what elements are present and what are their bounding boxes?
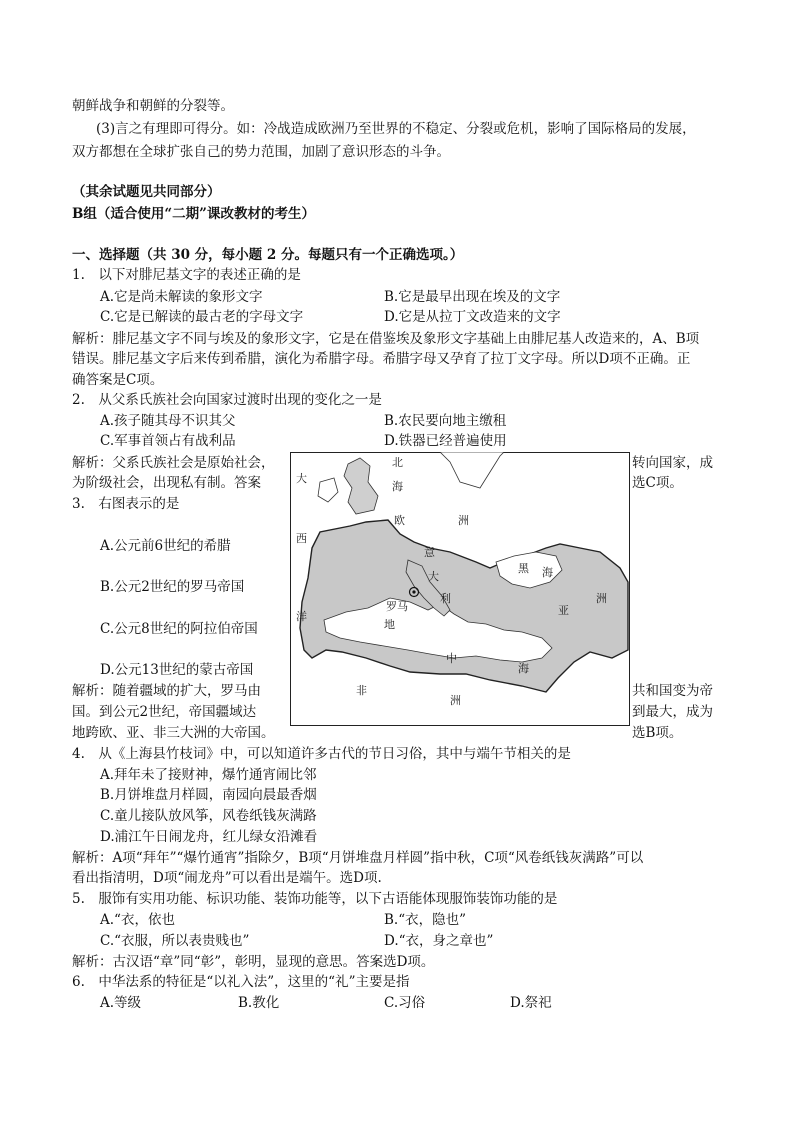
map-label-da: 大 — [296, 472, 307, 485]
q1-explanation-3: 确答案是C项。 — [72, 372, 164, 388]
intro-line-3: 双方都想在全球扩张自己的势力范围，加剧了意识形态的斗争。 — [72, 144, 450, 160]
q5-option-b: B.“衣，隐也” — [384, 912, 467, 928]
q3-option-b: B.公元2世纪的罗马帝国 — [100, 579, 245, 595]
q1-option-b: B.它是最早出现在埃及的文字 — [384, 289, 561, 305]
q3-explanation-3-left: 地跨欧、亚、非三大洲的大帝国。 — [72, 725, 275, 741]
q3-option-d: D.公元13世纪的蒙古帝国 — [100, 662, 254, 678]
q4-option-c: C.童儿接队放风筝，风卷纸钱灰满路 — [100, 808, 317, 824]
q6-option-a: A.等级 — [100, 995, 142, 1011]
q2-option-c: C.军事首领占有战利品 — [100, 433, 236, 449]
q3-explanation-1-left: 解析：随着疆域的扩大，罗马由 — [72, 683, 261, 699]
q4-stem: 4. 从《上海县竹枝词》中，可以知道许多古代的节日习俗，其中与端午节相关的是 — [72, 746, 571, 762]
map-label-ou: 欧 — [394, 514, 405, 527]
map-label-zhou-africa: 洲 — [450, 694, 461, 707]
q2-stem: 2. 从父系氏族社会向国家过渡时出现的变化之一是 — [72, 392, 382, 408]
map-label-di: 地 — [384, 618, 395, 631]
q5-stem: 5. 服饰有实用功能、标识功能、装饰功能等，以下古语能体现服饰装饰功能的是 — [72, 891, 558, 907]
q1-stem: 1. 以下对腓尼基文字的表述正确的是 — [72, 267, 301, 283]
q2-option-b: B.农民要向地主缴租 — [384, 413, 507, 429]
q5-explanation: 解析：古汉语“章”同“彰”，彰明，显现的意思。答案选D项。 — [72, 954, 435, 970]
q4-explanation-2: 看出指清明，D项“闹龙舟”可以看出是端午。选D项. — [72, 870, 382, 886]
q2-option-a: A.孩子随其母不识其父 — [100, 413, 236, 429]
map-label-zhong: 中 — [446, 652, 457, 665]
q3-option-c: C.公元8世纪的阿拉伯帝国 — [100, 621, 258, 637]
map-label-hei: 黑 — [518, 562, 529, 575]
q1-explanation-2: 错误。腓尼基文字后来传到希腊，演化为希腊字母。希腊字母又孕育了拉丁文字母。所以D项不正确。正 — [72, 351, 691, 367]
q3-explanation-2-left: 国。到公元2世纪，帝国疆域达 — [72, 704, 257, 720]
map-label-rome: 罗马 — [386, 600, 408, 613]
q4-option-a: A.拜年未了接财神，爆竹通宵闹比邻 — [100, 767, 317, 783]
q1-option-d: D.它是从拉丁文改造来的文字 — [384, 309, 561, 325]
q6-stem: 6. 中华法系的特征是“以礼入法”，这里的“礼”主要是指 — [72, 974, 410, 990]
q2-explanation-1-left: 解析：父系氏族社会是原始社会， — [72, 455, 275, 471]
q5-option-a: A.“衣，依也 — [100, 912, 175, 928]
roman-empire-map — [290, 452, 630, 726]
q5-option-d: D.“衣，身之章也” — [384, 933, 494, 949]
map-label-bei: 北 — [392, 456, 403, 469]
map-label-hai-med: 海 — [518, 662, 529, 675]
q3-explanation-3-right: 选B项。 — [632, 725, 683, 741]
q3-explanation-2-right: 到最大，成为 — [632, 704, 713, 720]
q3-option-a: A.公元前6世纪的希腊 — [100, 538, 231, 554]
q6-option-b: B.教化 — [238, 995, 280, 1011]
q2-option-d: D.铁器已经普遍使用 — [384, 433, 507, 449]
map-label-hai: 海 — [392, 480, 403, 493]
intro-line-2: (3)言之有理即可得分。如：冷战造成欧洲乃至世界的不稳定、分裂或危机，影响了国际格局的发展， — [96, 121, 696, 137]
q6-option-c: C.习俗 — [384, 995, 426, 1011]
map-label-da-italy: 大 — [428, 570, 439, 583]
q5-option-c: C.“衣服，所以表贵贱也” — [100, 933, 250, 949]
q2-explanation-2-right: 选C项。 — [632, 475, 683, 491]
intro-line-1: 朝鲜战争和朝鲜的分裂等。 — [72, 98, 234, 114]
q1-option-a: A.它是尚未解读的象形文字 — [100, 289, 263, 305]
map-label-yi: 意 — [424, 546, 435, 559]
map-label-hai-black: 海 — [542, 566, 553, 579]
map-label-ya: 亚 — [558, 604, 569, 617]
q2-explanation-1-right: 转向国家，成 — [632, 455, 713, 471]
q4-option-b: B.月饼堆盘月样圆，南园向晨最香烟 — [100, 787, 317, 803]
q4-option-d: D.浦江午日闹龙舟，红儿绿女沿滩看 — [100, 829, 318, 845]
section-heading: 一、选择题（共 30 分，每小题 2 分。每题只有一个正确选项。） — [72, 247, 464, 263]
q2-explanation-2-left: 为阶级社会，出现私有制。答案 — [72, 475, 261, 491]
rome-marker-dot — [412, 590, 415, 593]
map-svg — [290, 452, 630, 726]
map-label-xi: 西 — [296, 532, 307, 545]
q1-option-c: C.它是已解读的最古老的字母文字 — [100, 309, 304, 325]
note-heading: （其余试题见共同部分） — [72, 184, 221, 200]
q3-stem: 3. 右图表示的是 — [72, 496, 180, 512]
map-label-li: 利 — [440, 592, 451, 605]
map-label-fei: 非 — [356, 684, 367, 697]
map-label-zhou-europe: 洲 — [458, 514, 469, 527]
q1-explanation-1: 解析：腓尼基文字不同与埃及的象形文字，它是在借鉴埃及象形文字基础上由腓尼基人改造来的，A、B项 — [72, 331, 700, 347]
group-b-heading: B组（适合使用“二期”课改教材的考生） — [72, 206, 315, 222]
map-label-zhou-asia: 洲 — [596, 592, 607, 605]
q3-explanation-1-right: 共和国变为帝 — [632, 683, 713, 699]
q6-option-d: D.祭祀 — [510, 995, 552, 1011]
map-label-yang: 洋 — [296, 610, 307, 623]
q4-explanation-1: 解析：A项“拜年”“爆竹通宵”指除夕，B项“月饼堆盘月样圆”指中秋，C项“风卷纸钱灰满路”可以 — [72, 850, 644, 866]
